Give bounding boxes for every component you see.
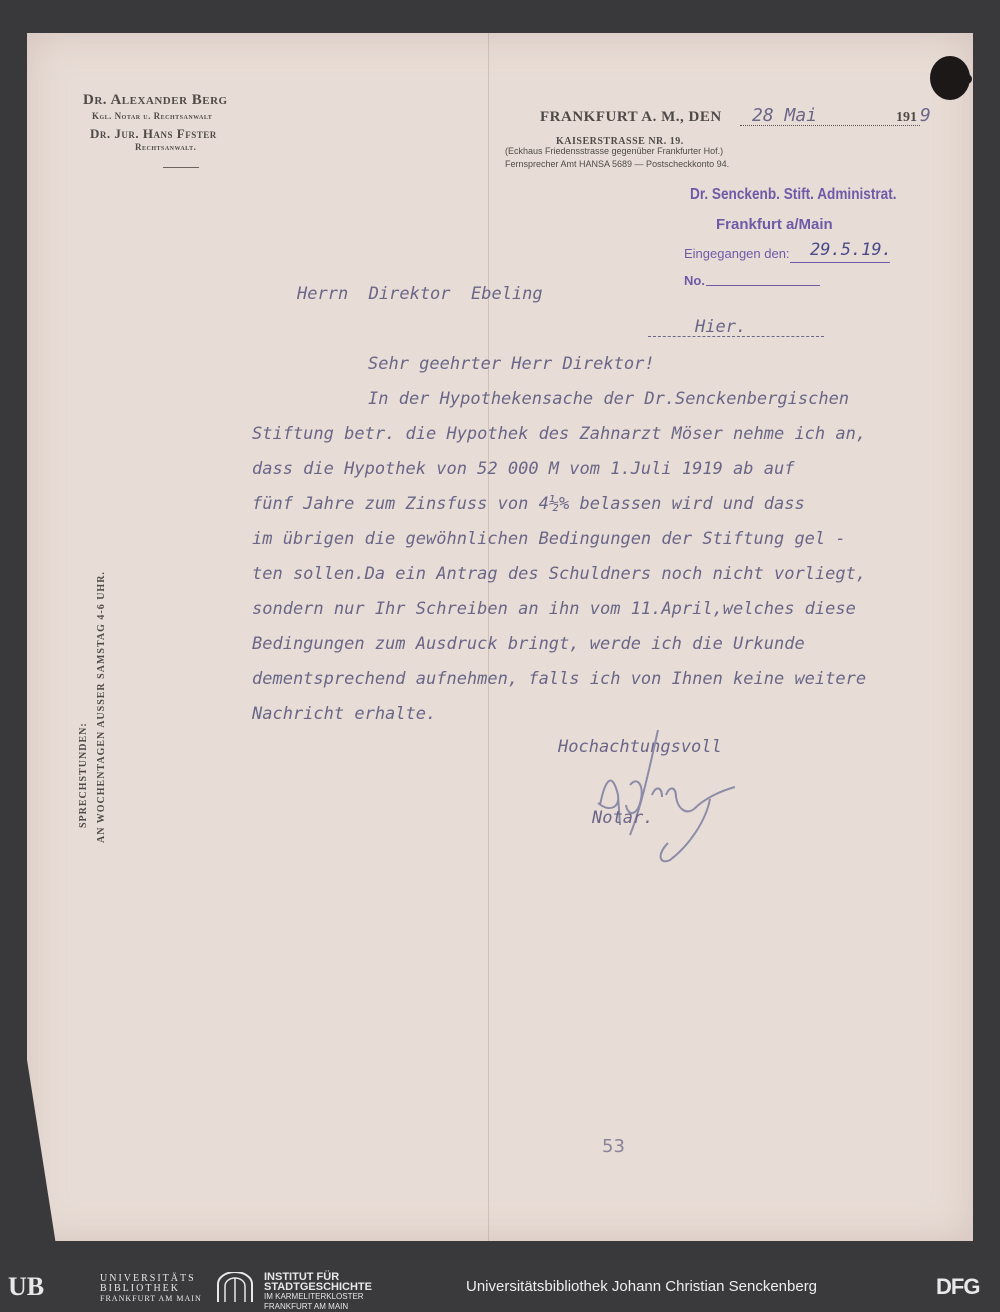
footer-bar: [0, 1262, 1000, 1312]
ink-spot: [962, 74, 972, 84]
dfg-logo[interactable]: DFG: [936, 1274, 980, 1299]
letterhead-subtitle-2: Rechtsanwalt.: [135, 142, 197, 152]
stamp-line-2: Frankfurt a/Main: [716, 216, 833, 233]
body-line-4: fünf Jahre zum Zinsfuss von 4½% belassen wird und dass: [252, 494, 805, 514]
date-day: 28 Mai: [752, 105, 818, 126]
ub-logo[interactable]: UB: [8, 1272, 45, 1301]
letterhead-name-1: Dr. Alexander Berg: [83, 92, 228, 108]
date-year-typed: 9: [920, 105, 931, 126]
office-hours-title: SPRECHSTUNDEN:: [78, 722, 89, 828]
phone-line: Fernsprecher Amt HANSA 5689 — Postscheckkonto 94.: [505, 159, 730, 169]
body-line-5: im übrigen die gewöhnlichen Bedingungen der Stiftung gel -: [252, 529, 846, 549]
ub-line-3: FRANKFURT AM MAIN: [100, 1294, 202, 1303]
letterhead-divider: [163, 167, 199, 168]
stamp-number-line: [706, 285, 820, 286]
body-line-9: dementsprechend aufnehmen, falls ich von Ihnen keine weitere: [252, 669, 867, 689]
stamp-line-1: Dr. Senckenb. Stift. Administrat.: [690, 186, 897, 203]
recipient: Herrn Direktor Ebeling: [297, 284, 543, 304]
office-hours-sidebar: [72, 518, 112, 848]
ub-line-1: UNIVERSITÄTS: [100, 1273, 196, 1284]
corner-address: (Eckhaus Friedensstrasse gegenüber Frankfurter Hof.): [505, 146, 724, 156]
office-hours-detail: AN WOCHENTAGEN AUSSER SAMSTAG 4-6 UHR.: [96, 571, 107, 843]
isg-line-3: IM KARMELITERKLOSTER: [264, 1292, 364, 1301]
isg-wordmark[interactable]: [264, 1272, 372, 1312]
footer-title[interactable]: Universitätsbibliothek Johann Christian Senckenberg: [466, 1278, 818, 1295]
body-line-7: sondern nur Ihr Schreiben an ihn vom 11.April,welches diese: [252, 599, 856, 619]
body-line-3: dass die Hypothek von 52 000 M vom 1.Juli 1919 ab auf: [252, 459, 795, 479]
stamp-received-label: Eingegangen den:: [684, 246, 790, 261]
location-line: Hier.: [695, 317, 747, 337]
body-line-10: Nachricht erhalte.: [252, 704, 437, 724]
isg-arch-icon: [216, 1272, 254, 1302]
stamp-received-line: [790, 262, 890, 263]
body-line-8: Bedingungen zum Ausdruck bringt, werde ich die Urkunde: [252, 634, 805, 654]
place-label: FRANKFURT A. M., DEN: [540, 109, 722, 125]
street-address: KAISERSTRASSE NR. 19.: [556, 136, 684, 147]
salutation: Sehr geehrter Herr Direktor!: [368, 354, 655, 374]
letterhead-name-2: Dr. Jur. Hans Ffster: [90, 126, 217, 141]
isg-line-1: INSTITUT FÜR: [264, 1271, 340, 1283]
body-line-6: ten sollen.Da ein Antrag des Schuldners noch nicht vorliegt,: [252, 564, 867, 584]
stamp-received-value: 29.5.19.: [810, 240, 892, 260]
date-year-printed: 191: [896, 110, 917, 125]
signature: [590, 725, 750, 870]
isg-line-2: STADTGESCHICHTE: [264, 1281, 372, 1293]
isg-line-4: FRANKFURT AM MAIN: [264, 1302, 349, 1311]
closing: Hochachtungsvoll: [558, 737, 722, 757]
body-line-1: In der Hypothekensache der Dr.Senckenbergischen: [368, 389, 850, 409]
stamp-number-label: No.: [684, 273, 705, 288]
ub-wordmark: [100, 1274, 202, 1304]
body-line-2: Stiftung betr. die Hypothek des Zahnarzt Möser nehme ich an,: [252, 424, 867, 444]
location-underline: [648, 336, 824, 337]
page-number: 53: [602, 1136, 625, 1157]
ub-line-2: BIBLIOTHEK: [100, 1283, 180, 1294]
letterhead-subtitle-1: Kgl. Notar u. Rechtsanwalt: [92, 111, 213, 121]
signer-title: Notar.: [592, 808, 654, 828]
